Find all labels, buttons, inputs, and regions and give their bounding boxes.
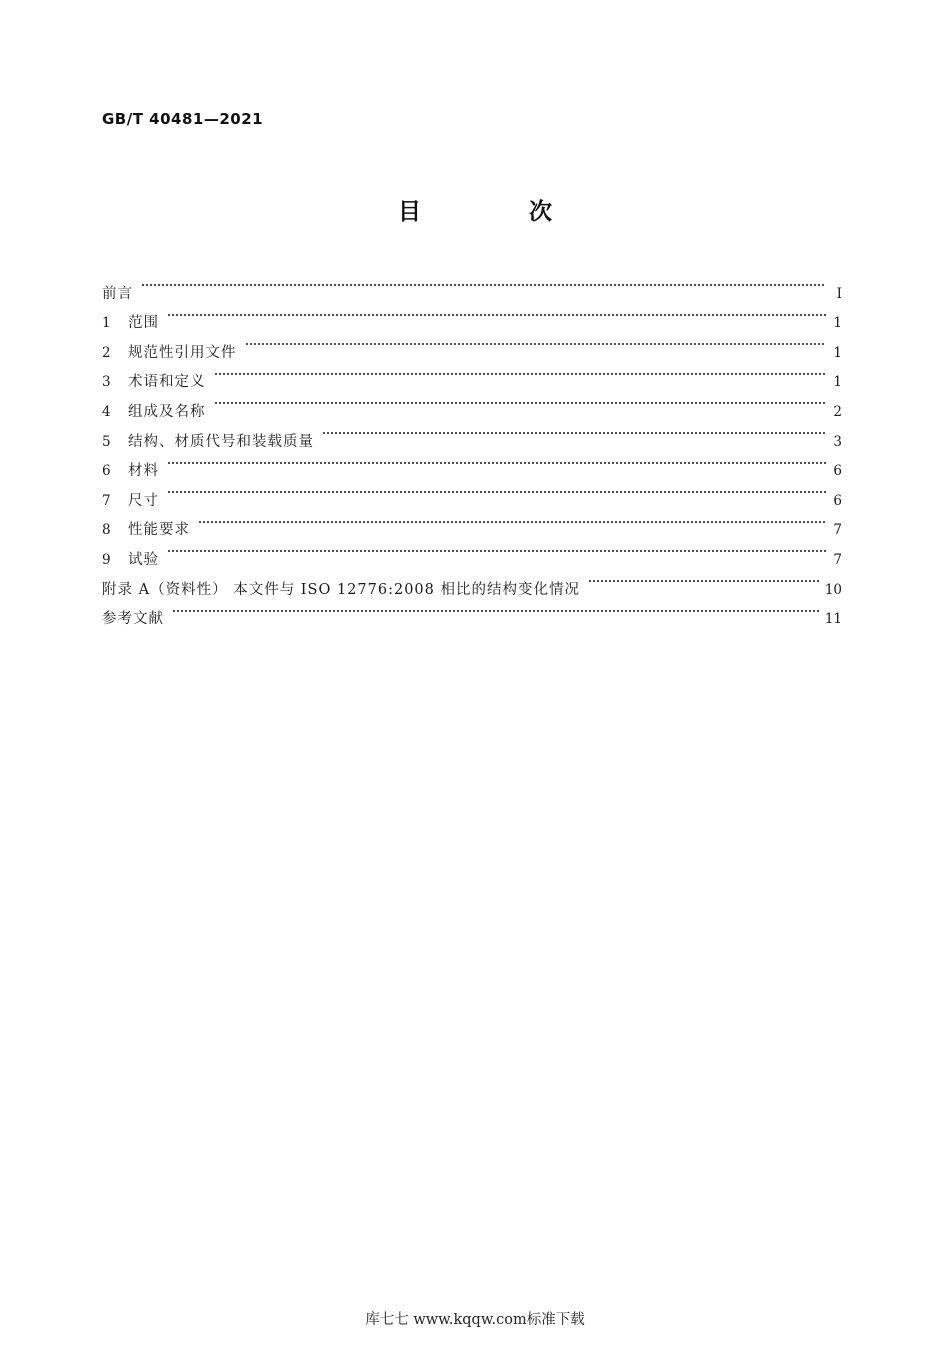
- toc-entry-terms-definitions[interactable]: [102, 357, 842, 391]
- toc-entry-label: 范围: [128, 315, 159, 332]
- toc-entry-normative-references[interactable]: [102, 327, 842, 361]
- toc-entry-page: 11: [824, 611, 842, 628]
- toc-entry-annex-a[interactable]: [102, 564, 842, 598]
- toc-entry-page: 1: [833, 374, 842, 391]
- toc-entry-number: 6: [102, 463, 111, 480]
- toc-entry-label: 试验: [128, 551, 159, 568]
- toc-entry-materials[interactable]: [102, 446, 842, 480]
- toc-entry-performance[interactable]: [102, 505, 842, 539]
- toc-entry-label: 附录 A（资料性） 本文件与 ISO 12776:2008 相比的结构变化情况: [102, 581, 580, 598]
- toc-entry-dimensions[interactable]: [102, 475, 842, 509]
- toc-entry-label: 术语和定义: [128, 374, 206, 391]
- toc-leader-dots: [588, 564, 819, 594]
- toc-entry-page: 3: [833, 433, 842, 450]
- toc-leader-dots: [245, 327, 827, 357]
- toc-entry-number: 2: [102, 344, 111, 361]
- toc-entry-label: 参考文献: [102, 611, 164, 628]
- toc-entry-page: 7: [833, 551, 842, 568]
- toc-entry-number: 9: [102, 551, 111, 568]
- toc-entry-bibliography[interactable]: [102, 594, 842, 628]
- table-of-contents: [102, 268, 842, 628]
- toc-entry-number: 3: [102, 374, 111, 391]
- toc-leader-dots: [167, 534, 826, 564]
- toc-title: 目 次: [397, 199, 602, 225]
- toc-entry-label: 性能要求: [128, 522, 190, 539]
- toc-entry-number: 1: [102, 315, 111, 332]
- toc-leader-dots: [167, 475, 826, 505]
- toc-entry-page: 1: [833, 315, 842, 332]
- toc-leader-dots: [167, 298, 826, 328]
- toc-leader-dots: [141, 268, 826, 298]
- toc-entry-scope[interactable]: [102, 298, 842, 332]
- toc-entry-number: 4: [102, 403, 111, 420]
- toc-entry-label: 尺寸: [128, 492, 159, 509]
- toc-entry-label: 材料: [128, 463, 159, 480]
- toc-leader-dots: [198, 505, 826, 535]
- toc-entry-number: 5: [102, 433, 111, 450]
- toc-entry-foreword[interactable]: [102, 268, 842, 302]
- toc-entry-label: 组成及名称: [128, 403, 206, 420]
- standard-code: GB/T 40481—2021: [102, 110, 264, 128]
- toc-entry-number: 7: [102, 492, 111, 509]
- toc-entry-testing[interactable]: [102, 534, 842, 568]
- toc-entry-page: 1: [833, 344, 842, 361]
- toc-leader-dots: [214, 357, 827, 387]
- toc-entry-page: 7: [833, 522, 842, 539]
- toc-entry-page: Ⅰ: [836, 285, 842, 302]
- toc-entry-page: 10: [824, 581, 842, 598]
- footer-watermark-text: 库七七 www.kqqw.com标准下载: [365, 1312, 585, 1328]
- toc-entry-number: 8: [102, 522, 111, 539]
- toc-leader-dots: [167, 446, 826, 476]
- toc-entry-page: 2: [833, 403, 842, 420]
- toc-entry-label: 结构、材质代号和装载质量: [128, 433, 314, 450]
- toc-entry-page: 6: [833, 463, 842, 480]
- toc-leader-dots: [322, 416, 826, 446]
- toc-entry-composition[interactable]: [102, 386, 842, 420]
- toc-leader-dots: [172, 594, 819, 624]
- toc-entry-label: 前言: [102, 285, 133, 302]
- toc-entry-label: 规范性引用文件: [128, 344, 237, 361]
- toc-entry-page: 6: [833, 492, 842, 509]
- toc-leader-dots: [214, 386, 827, 416]
